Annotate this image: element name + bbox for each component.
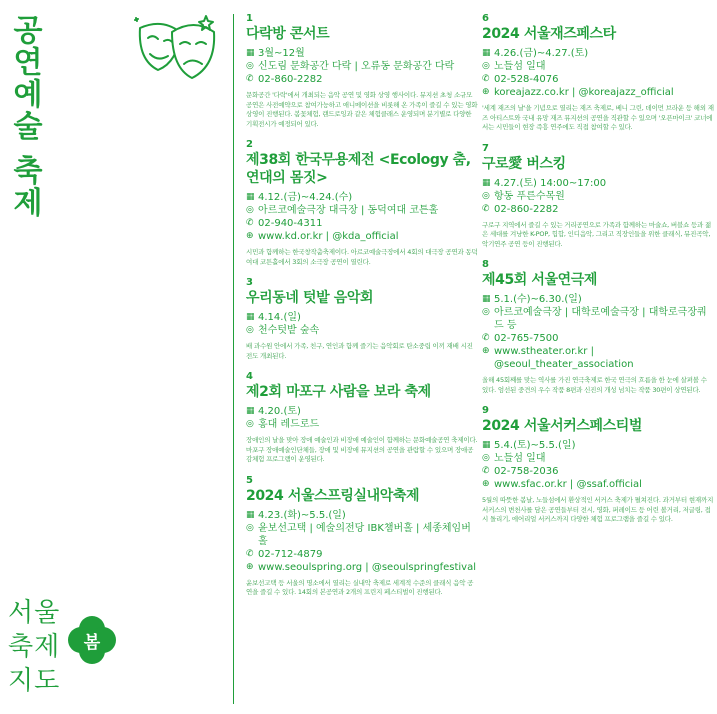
phone-icon: ✆	[246, 218, 254, 228]
theater-masks-icon	[132, 10, 222, 90]
entry-description: 올해 45회째를 맞는 역사를 가진 연극축제로 한국 연극의 흐름을 한 눈에 살펴볼 수 있다. 엄선된 중견의 우수 작품 8편과 신진의 개성 넘치는 작품 30편이 상연된다.	[482, 376, 707, 394]
entry-web[interactable]	[246, 230, 478, 243]
logo-line-1: 서울	[8, 598, 61, 628]
entry-date	[482, 439, 714, 452]
entry-title: 2024 서울스프링실내악축제	[246, 487, 420, 504]
entry-phone	[482, 203, 714, 216]
festival-entry-1	[246, 14, 478, 129]
date-text: 4.20.(토)	[258, 406, 301, 417]
entry-place	[246, 418, 478, 431]
place-text: 신도림 문화공간 다락 | 오류동 문화공간 다락	[258, 61, 455, 72]
location-icon: ◎	[482, 307, 490, 317]
entry-number: 4	[246, 371, 253, 382]
calendar-icon: ▦	[482, 294, 491, 304]
place-text: 노들섬 일대	[494, 61, 546, 72]
phone-text: 02-940-4311	[258, 218, 323, 229]
date-text: 4.26.(금)~4.27.(토)	[494, 48, 589, 59]
entry-date	[246, 191, 478, 204]
location-icon: ◎	[246, 205, 254, 215]
entry-web[interactable]	[482, 345, 714, 371]
entry-place	[246, 60, 478, 73]
entry-number: 3	[246, 277, 253, 288]
entry-title: 제45회 서울연극제	[482, 272, 598, 288]
location-icon: ◎	[246, 325, 254, 335]
calendar-icon: ▦	[246, 48, 255, 58]
calendar-icon: ▦	[482, 177, 491, 188]
phone-icon: ✆	[482, 466, 490, 476]
badge-label: 봄	[83, 633, 101, 653]
entry-date	[482, 293, 714, 306]
phone-text: 02-758-2036	[494, 466, 559, 477]
location-icon: ◎	[246, 61, 254, 71]
calendar-icon: ▦	[246, 312, 255, 322]
date-text: 5.1.(수)~6.30.(일)	[494, 294, 582, 305]
entry-description: 구로구 지역에서 즐길 수 있는 거리공연으로 가족과 함께하는 마술쇼, 버블쇼 등과 젊은 세대를 겨냥한 K-POP, 힙합, 인디음악, 그리고 직장인들을 위한 클래식, 뮤진곡악, 악기연주 공연 등이 진행된다.	[482, 220, 712, 248]
place-text: 항동 푸른수목원	[494, 190, 565, 202]
phone-text: 02-860-2282	[258, 74, 323, 85]
web-text[interactable]: www.seoulspring.org | @seoulspringfestival	[258, 561, 476, 573]
globe-icon: ⊕	[482, 87, 490, 97]
logo-line-3: 지도	[8, 666, 61, 696]
phone-icon: ✆	[482, 333, 490, 343]
entry-number: 2	[246, 139, 253, 150]
entry-web[interactable]	[482, 86, 714, 99]
entry-number: 9	[482, 405, 489, 416]
web-text[interactable]: www.kd.or.kr | @kda_official	[258, 231, 399, 242]
spring-badge	[68, 616, 116, 664]
entry-number: 1	[246, 13, 253, 24]
globe-icon: ⊕	[482, 346, 490, 356]
place-text: 홍대 레드로드	[258, 419, 320, 430]
entry-date	[246, 509, 478, 522]
place-text: 천수텃밭 숲속	[258, 325, 320, 336]
date-text: 5.4.(토)~5.5.(일)	[494, 440, 576, 451]
phone-text: 02-765-7500	[494, 333, 559, 344]
entry-place	[482, 452, 714, 465]
festival-entry-8	[482, 260, 714, 395]
festival-entry-6	[482, 14, 714, 133]
entry-title: 제2회 마포구 사람을 보라 축제	[246, 384, 431, 400]
web-text[interactable]: www.stheater.or.kr | @seoul_theater_association	[494, 346, 634, 370]
entry-place	[246, 324, 478, 337]
entry-place	[482, 60, 714, 73]
entry-title: 우리동네 텃밭 음악회	[246, 290, 374, 306]
phone-text: 02-860-2282	[494, 203, 559, 215]
place-text: 아르코예술극장 대극장 | 동덕여대 코튼홀	[258, 205, 439, 216]
right-column	[482, 14, 714, 536]
location-icon: ◎	[482, 190, 490, 201]
entry-date	[246, 405, 478, 418]
globe-icon: ⊕	[246, 561, 254, 572]
entry-title: 다락방 콘서트	[246, 26, 330, 42]
entry-phone	[482, 73, 714, 86]
calendar-icon: ▦	[482, 48, 491, 58]
entry-place	[246, 204, 478, 217]
entry-web[interactable]	[246, 561, 478, 574]
phone-text: 02-528-4076	[494, 74, 559, 85]
entry-description: 윤보선고택 등 서울의 명소에서 열리는 실내악 축제로 세계적 수준의 클래식 음악 공연을 즐길 수 있다. 14회의 본공연과 2개의 프린지 페스티벌이 진행된다.	[246, 578, 474, 596]
date-text: 4.14.(일)	[258, 312, 301, 323]
entry-description: 문화공간 '다락'에서 개최되는 음악 공연 및 영화 상영 행사이다. 뮤지션 초청 소규모 공연은 사전예약으로 참여가능하고 애니메이션을 비롯해 온 가족이 즐길 수 있는 영화 상영이 진행된다. 봄꽃체험, 랜드로잉과 같은 체험클래스 운영되며 분기별로 다양한 기획전시가 예정되어 있다.	[246, 91, 478, 128]
entry-number: 6	[482, 13, 489, 24]
date-text: 3월~12월	[258, 48, 305, 59]
festival-entry-5	[246, 476, 478, 598]
entry-phone	[246, 217, 478, 230]
location-icon: ◎	[246, 419, 254, 429]
entry-web[interactable]	[482, 478, 714, 491]
column-divider	[233, 14, 234, 704]
place-text: 아르코예술극장 | 대학로예술극장 | 대학로극장쿼드 등	[494, 307, 707, 331]
place-text: 노들섬 일대	[494, 453, 546, 464]
page-title: 공연예술 축제	[7, 14, 42, 219]
festival-entry-9	[482, 406, 714, 525]
web-text[interactable]: www.sfac.or.kr | @ssaf.official	[494, 479, 642, 490]
globe-icon: ⊕	[482, 479, 490, 489]
festival-entry-2	[246, 140, 478, 267]
place-text: 윤보선고택 | 예술의전당 IBK챔버홀 | 세종체임버홀	[258, 522, 471, 547]
globe-icon: ⊕	[246, 231, 254, 241]
logo-line-2: 축제	[8, 632, 61, 662]
calendar-icon: ▦	[246, 509, 255, 520]
calendar-icon: ▦	[246, 192, 255, 202]
entry-phone	[246, 73, 478, 86]
entry-place	[246, 522, 478, 548]
festival-entry-3	[246, 278, 478, 361]
phone-icon: ✆	[482, 74, 490, 84]
date-text: 4.23.(화)~5.5.(일)	[258, 509, 346, 521]
festival-entry-4	[246, 372, 478, 465]
phone-icon: ✆	[246, 548, 254, 559]
phone-text: 02-712-4879	[258, 548, 323, 560]
left-column	[246, 14, 478, 609]
entry-number: 7	[482, 142, 489, 154]
entry-description: 배 과수원 안에서 가족, 친구, 연인과 함께 즐기는 음악회로 탄소중립 이끼 재배 시진전도 개최된다.	[246, 342, 473, 360]
entry-date	[482, 177, 714, 190]
festival-entry-7	[482, 144, 714, 250]
entry-description: '세계 재즈의 날'을 기념으로 열리는 재즈 축제로, 베니 그린, 데이먼 브라운 등 해외 재즈 아티스트와 국내 유망 재즈 뮤지션의 공연을 직관할 수 있으며 '오픈마이크' 코너에서는 시민들이 현장 즉흥 연주에도 직접 참여할 수 있다.	[482, 104, 714, 131]
entry-place	[482, 306, 714, 332]
entry-phone	[246, 548, 478, 561]
phone-icon: ✆	[246, 74, 254, 84]
calendar-icon: ▦	[482, 440, 491, 450]
entry-description: 장애인의 날을 맞아 장애 예술인과 비장애 예술인이 함께하는 문화예술공연 축제이다. 마포구 장애예술인단체들, 장애 및 비장애 뮤지션의 공연을 관람할 수 있으며 장애공감체험 프로그램이 운영된다.	[246, 436, 478, 463]
entry-number: 5	[246, 474, 253, 486]
entry-date	[482, 47, 714, 60]
entry-description: 5월의 따뜻한 봄날, 노들섬에서 환상적인 서커스 축제가 펼쳐진다. 과거부터 현재까지 서커스의 변천사를 담은 공연들부터 전시, 영화, 퍼레이드 등 어린 볼거리, 저글링, 접시 돌리기, 에어리얼 서커스까지 다양한 체험 프로그램을 즐길 수 있다.	[482, 496, 714, 523]
calendar-icon: ▦	[246, 406, 255, 416]
entry-number: 8	[482, 259, 489, 270]
entry-phone	[482, 332, 714, 345]
entry-title: 2024 서울재즈페스타	[482, 26, 616, 42]
entry-title: 2024 서울서커스페스티벌	[482, 418, 642, 434]
entry-title: 제38회 한국무용제전 <Ecology 춤, 연대의 몸짓>	[246, 152, 471, 186]
entry-description: 시민과 함께하는 한국창작춤축제이다. 아르코예술극장에서 4회의 대극장 공연과 동덕여대 코튼홀에서 3회의 소극장 공연이 열린다.	[246, 248, 478, 266]
entry-title: 구로愛 버스킹	[482, 155, 566, 172]
seoul-festival-map-logo	[8, 596, 133, 706]
phone-icon: ✆	[482, 203, 490, 214]
entry-phone	[482, 465, 714, 478]
entry-place	[482, 190, 714, 203]
location-icon: ◎	[482, 61, 490, 71]
entry-date	[246, 47, 478, 60]
web-text[interactable]: koreajazz.co.kr | @koreajazz_official	[494, 87, 674, 98]
date-text: 4.12.(금)~4.24.(수)	[258, 192, 353, 203]
location-icon: ◎	[246, 522, 254, 533]
location-icon: ◎	[482, 453, 490, 463]
entry-date	[246, 311, 478, 324]
date-text: 4.27.(토) 14:00~17:00	[494, 177, 607, 189]
